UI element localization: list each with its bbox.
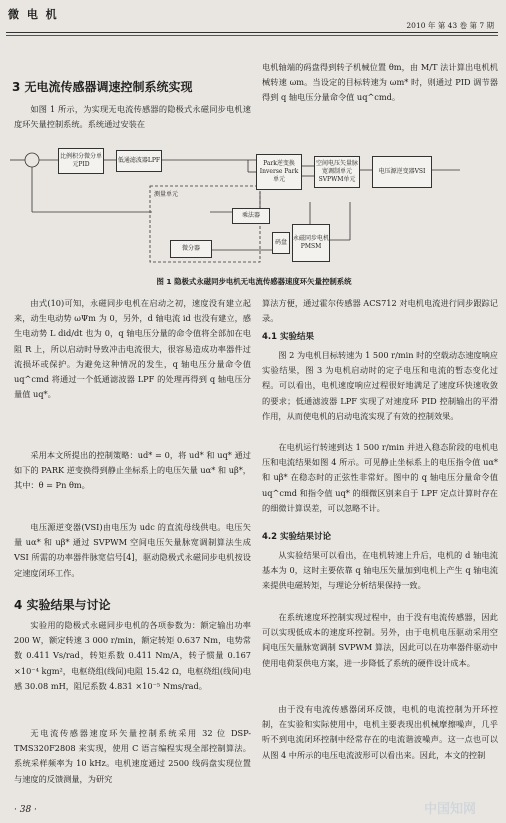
section-4-para-1: 实验用的隐极式永磁同步电机的各项参数为：额定输出功率 200 W，额定转速 3 000 r/min，额定转矩 0.637 Nm，电势常数 0.411 Vs/rad，转矩系数 0.411 Nm/A，转子惯量 0.167 ×10⁻⁴ kgm²，电枢绕组(线间)电阻 15.42 Ω，电枢绕组(线间)电感 30.08 mH，阻尼系数 4.831 ×10⁻⁵ Nms/rad。 (14, 620, 251, 691)
section-3-title: 3 无电流传感器调速控制系统实现 (12, 80, 193, 94)
header-rule (6, 32, 498, 33)
encoder-block: 码盘 (272, 232, 290, 254)
right-para-2: 在电机运行转速到达 1 500 r/min 并进入稳态阶段的电机电压和电流结果如图 4 所示。可见静止坐标系上的电压指令值 uα* 和 uβ* 在稳态时的正弦性非常好。图中的 q 轴电压分量命令值 uq^cmd 和指令值 uq* 的细微区别来自于 LPF 定点计算时存在的细微计算误差，可以忽略不计。 (262, 442, 498, 513)
left-para-1: 由式(10)可知，永磁同步电机在启动之初，速度没有建立起来，动生电动势 ωΨm 为 0，另外，d 轴电流 id 也没有建立，感生电动势 L did/dt 也为 0，q 轴电压分量的命令值将全部加在电阻 R 上，所以启动时导致冲击电流很大，很容易造成功率器件过流损坏或保护。为避免这种情况的发生，q 轴电压分量命令值 uq^cmd 将通过一个低通滤波器 LPF 的处理再得到 q 轴电压分量值 uq*。 (14, 298, 251, 400)
sum-node (25, 153, 39, 167)
section-3-intro: 如图 1 所示，为实现无电流传感器的隐极式永磁同步电机速度环矢量控制系统。系统通过安装在 (14, 104, 251, 130)
section-3-right-text: 电机轴端的码盘得到转子机械位置 θm，由 M/T 法计算出电机机械转速 ωm。当设定的目标转速为 ωm* 时，则通过 PID 调节器得到 q 轴电压分量命令值 uq^cmd。 (262, 62, 498, 103)
subsection-4-1-title: 4.1 实验结果 (262, 332, 315, 342)
page-number: · 38 · (14, 805, 37, 815)
section-4-title: 4 实验结果与讨论 (14, 598, 111, 612)
lpf-block: 低通滤波器LPF (116, 150, 162, 172)
figure-1-diagram (10, 142, 498, 268)
inverse-park-block: Park逆变换Inverse Park单元 (256, 154, 302, 190)
subsection-4-2-title: 4.2 实验结果讨论 (262, 532, 332, 542)
left-para-2: 采用本文所提出的控制策略：ud* = 0，将 ud* 和 uq* 通过如下的 PARK 逆变换得到静止坐标系上的电压矢量 uα* 和 uβ*，其中：θ = Pn θm。 (14, 450, 251, 491)
svpwm-block: 空间电压矢量脉宽调制单元SVPWM单元 (314, 156, 360, 188)
right-para-0: 算法方便，通过霍尔传感器 ACS712 对电机电流进行同步跟踪记录。 (262, 298, 498, 324)
watermark: 中国知网 (423, 802, 476, 817)
issue-info: 2010 年 第 43 卷 第 7 期 (406, 21, 494, 30)
journal-name: 微 电 机 (8, 8, 59, 21)
section-4-para-2: 无电流传感器速度环矢量控制系统采用 32 位 DSP-TMS320F2808 来实现，使用 C 语言编程实现全部控制算法。系统采样频率为 10 kHz。电机速度通过 2500 线码盘实现位置与速度的反馈测量，为研究 (14, 728, 251, 784)
right-para-3: 从实验结果可以看出，在电机转速上升后，电机的 d 轴电流基本为 0，这时主要依靠 q 轴电压矢量加到电机上产生 q 轴电流来提供电磁转矩，与理论分析结果保持一致。 (262, 550, 498, 591)
multiplier-block: 乘法器 (232, 208, 270, 224)
right-para-4: 在系统速度环控制实现过程中，由于没有电流传感器，因此可以实现低成本的速度环控制。另外，由于电机电压驱动采用空间电压矢量脉宽调制 SVPWM 算法，因此可以在功率器件驱动中使用电荷泵供电方案，进一步降低了系统的硬件设计成本。 (262, 612, 498, 668)
vsi-block: 电压源逆变器VSI (372, 156, 432, 188)
pid-block: 比例积分微分单元PID (58, 148, 104, 174)
right-para-5: 由于没有电流传感器闭环反馈，电机的电流控制为开环控制，在实验和实际使用中，电机主要表现出机械摩擦噪声，几乎听不到电流闭环控制中经常存在的电流谐波噪声。这一点也可以从图 4 中所示的电压电流波形可以看出来。因此，本文的控制 (262, 704, 498, 760)
header-rule-thin (6, 35, 498, 36)
left-para-3: 电压源逆变器(VSI)由电压为 udc 的直流母线供电。电压矢量 uα* 和 uβ* 通过 SVPWM 空间电压矢量脉宽调制算法生成 VSI 所需的功率器件脉宽信号[4]，驱动隐极式永磁同步电机按设定速度闭环工作。 (14, 522, 251, 578)
derivative-block: 微分器 (170, 240, 212, 258)
right-para-1: 图 2 为电机目标转速为 1 500 r/min 时的空载动态速度响应实验结果，图 3 为电机启动时的定子电压和电流的暂态变化过程。可以看出，电机速度响应过程很好地满足了速度环快速收敛的要求；低通滤波器 LPF 实现了对速度环 PID 控制输出的平滑作用，从而使电机的启动电流实现了有效的控制效果。 (262, 350, 498, 421)
measure-unit-label: 测量单元 (154, 191, 179, 198)
pmsm-block: 永磁同步电机PMSM (292, 224, 330, 262)
figure-1-caption: 图 1 隐极式永磁同步电机无电流传感器速度环矢量控制系统 (156, 277, 352, 286)
